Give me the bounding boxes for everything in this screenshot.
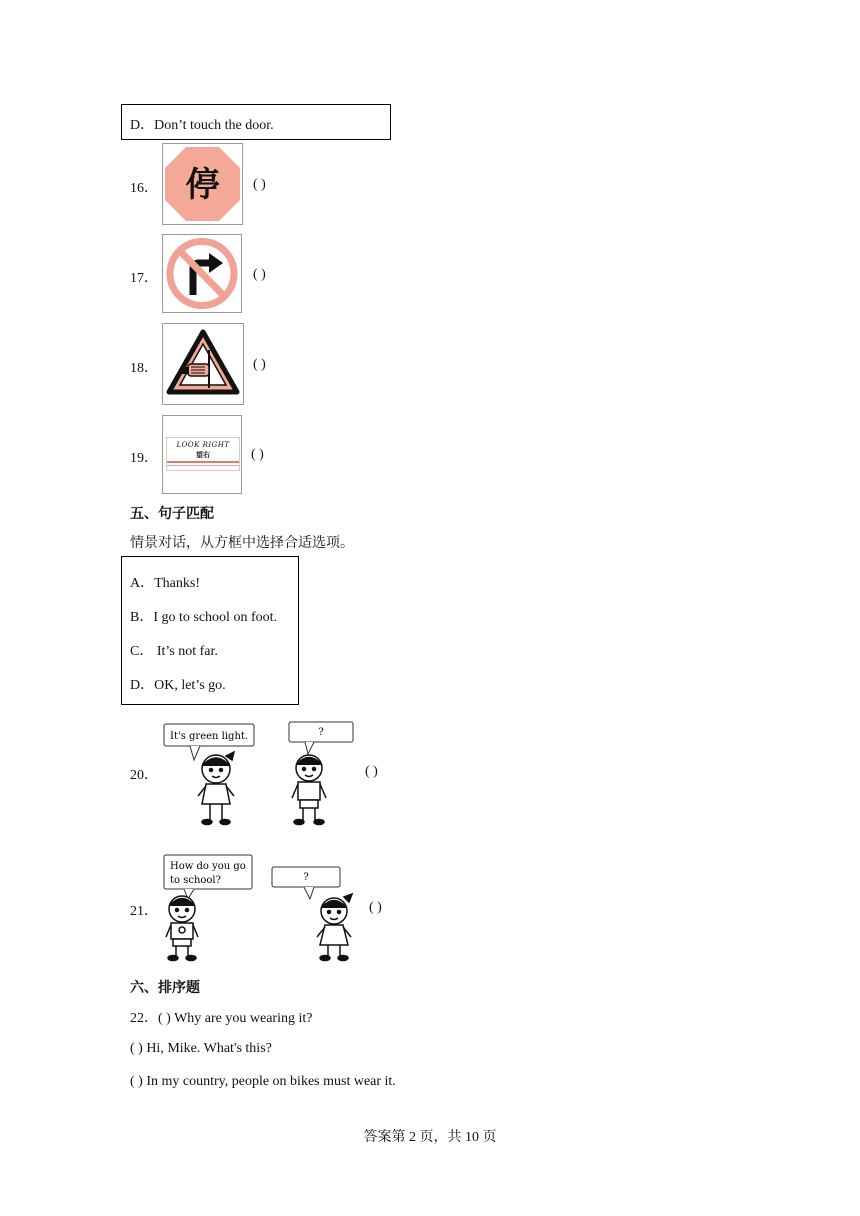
option-d-text: D．Don’t touch the door. [130, 118, 274, 133]
question-19-number: 19． [130, 451, 158, 466]
girl-icon [198, 752, 234, 825]
boy-icon [166, 896, 198, 961]
question-20-speech-2: ? [318, 727, 324, 738]
caution-hand-icon [163, 324, 243, 404]
question-19-answer-blank[interactable]: ( ) [251, 447, 264, 462]
stop-sign-glyph: 停 [185, 165, 220, 205]
question-21-speech-1-line-1: How do you go [170, 861, 246, 872]
question-21-answer-blank[interactable]: ( ) [369, 900, 382, 915]
question-19-sign [162, 415, 242, 494]
section-5-instruction: 情景对话，从方框中选择合适选项。 [130, 535, 354, 551]
question-16-number: 16． [130, 181, 158, 196]
ordering-line-2: ( ) Hi, Mike. What's this? [130, 1041, 272, 1056]
stop-sign-icon [163, 144, 242, 224]
question-21-number: 21． [130, 904, 158, 919]
option-c: C． It’s not far. [130, 644, 218, 659]
question-17-number: 17． [130, 271, 158, 286]
question-18-sign [162, 323, 244, 405]
ordering-line-1: 22．( ) Why are you wearing it? [130, 1011, 313, 1026]
question-17-answer-blank[interactable]: ( ) [253, 267, 266, 282]
question-21-speech-1-line-2: to school? [170, 875, 221, 886]
question-20-answer-blank[interactable]: ( ) [365, 764, 378, 779]
girl-icon [317, 894, 352, 961]
question-17-sign [162, 234, 242, 313]
question-18-number: 18． [130, 361, 158, 376]
look-right-icon [166, 437, 240, 471]
question-16-answer-blank[interactable]: ( ) [253, 177, 266, 192]
option-b: B．I go to school on foot. [130, 610, 277, 625]
page-footer: 答案第 2 页，共 10 页 [363, 1130, 497, 1145]
option-d: D．OK, let’s go. [130, 678, 226, 693]
look-right-en: LOOK RIGHT [176, 441, 230, 449]
ordering-line-3: ( ) In my country, people on bikes must wear it. [130, 1074, 396, 1089]
question-21-illustration [160, 853, 365, 963]
question-21-speech-2: ? [303, 872, 309, 883]
boy-icon [292, 755, 326, 825]
section-6-title: 六、排序题 [130, 980, 200, 996]
question-16-sign [162, 143, 243, 225]
look-right-zh: 望右 [196, 451, 210, 459]
section-5-title: 五、句子匹配 [130, 506, 214, 522]
option-a: A．Thanks! [130, 576, 200, 591]
question-20-illustration [160, 720, 360, 828]
question-20-number: 20． [130, 768, 158, 783]
section-5-options-box [121, 556, 299, 705]
no-right-turn-icon [163, 235, 241, 312]
option-box-top [121, 104, 391, 140]
question-18-answer-blank[interactable]: ( ) [253, 357, 266, 372]
question-20-speech-1: It's green light. [170, 731, 249, 742]
